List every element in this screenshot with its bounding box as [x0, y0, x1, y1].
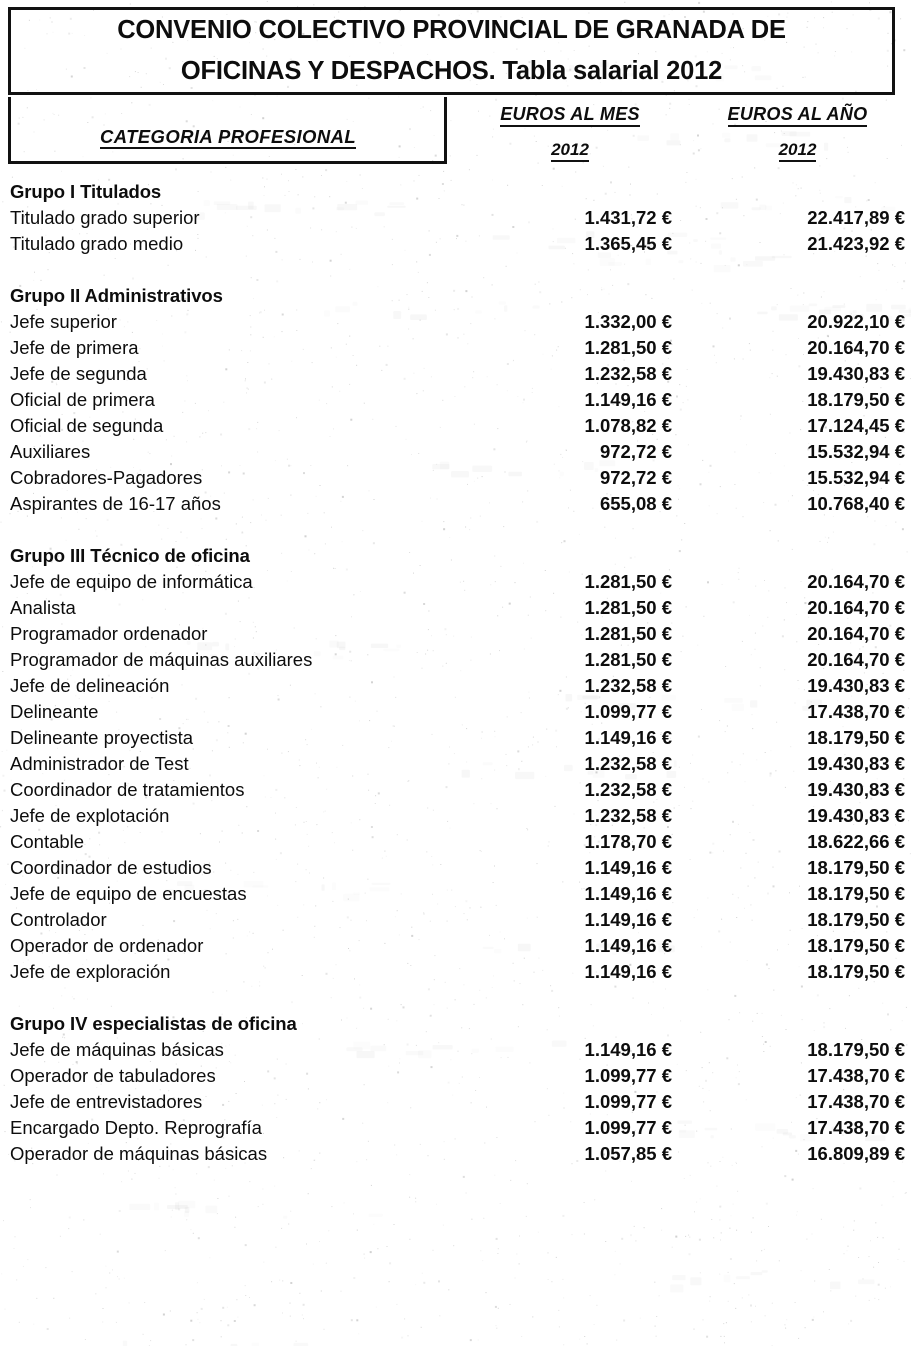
- value-euros-ano: 20.164,70 €: [807, 623, 905, 644]
- table-row: [0, 829, 911, 855]
- column-header-euros-ano-title: EUROS AL AÑO: [728, 104, 868, 127]
- value-euros-mes: 655,08 €: [599, 493, 672, 514]
- table-row: [0, 803, 911, 829]
- value-euros-mes: 1.099,77 €: [584, 1091, 672, 1112]
- value-euros-mes: 1.149,16 €: [584, 909, 672, 930]
- value-euros-ano: 17.124,45 €: [807, 415, 905, 436]
- table-row: [0, 361, 911, 387]
- category-name: Programador de máquinas auxiliares: [10, 649, 313, 670]
- table-row: [0, 439, 911, 465]
- category-name: Controlador: [10, 909, 107, 930]
- table-row: [0, 933, 911, 959]
- value-euros-mes: 1.099,77 €: [584, 1117, 672, 1138]
- value-euros-ano: 17.438,70 €: [807, 1117, 905, 1138]
- table-row: [0, 205, 911, 231]
- group-heading-label: Grupo II Administrativos: [10, 285, 223, 306]
- value-euros-mes: 1.281,50 €: [584, 649, 672, 670]
- value-euros-ano: 17.438,70 €: [807, 701, 905, 722]
- value-euros-ano: 18.179,50 €: [807, 389, 905, 410]
- group-heading-label: Grupo I Titulados: [10, 181, 162, 202]
- group-heading-label: Grupo III Técnico de oficina: [10, 545, 250, 566]
- value-euros-mes: 972,72 €: [599, 467, 672, 488]
- table-row: [0, 959, 911, 985]
- value-euros-ano: 18.179,50 €: [807, 909, 905, 930]
- table-row: [0, 1037, 911, 1063]
- table-row: [0, 725, 911, 751]
- category-name: Jefe de exploración: [10, 961, 171, 982]
- value-euros-mes: 1.431,72 €: [584, 207, 672, 228]
- value-euros-ano: 20.164,70 €: [807, 571, 905, 592]
- value-euros-ano: 20.164,70 €: [807, 649, 905, 670]
- category-name: Jefe de primera: [10, 337, 139, 358]
- value-euros-mes: 1.232,58 €: [584, 675, 672, 696]
- category-name: Aspirantes de 16-17 años: [10, 493, 221, 514]
- value-euros-mes: 1.365,45 €: [584, 233, 672, 254]
- value-euros-mes: 1.232,58 €: [584, 805, 672, 826]
- value-euros-mes: 972,72 €: [599, 441, 672, 462]
- value-euros-ano: 21.423,92 €: [807, 233, 905, 254]
- value-euros-mes: 1.281,50 €: [584, 623, 672, 644]
- category-name: Jefe de delineación: [10, 675, 170, 696]
- category-name: Auxiliares: [10, 441, 91, 462]
- value-euros-mes: 1.332,00 €: [584, 311, 672, 332]
- category-name: Oficial de segunda: [10, 415, 164, 436]
- category-name: Jefe superior: [10, 311, 117, 332]
- value-euros-ano: 19.430,83 €: [807, 753, 905, 774]
- column-header-euros-ano-year: 2012: [779, 140, 817, 162]
- value-euros-ano: 17.438,70 €: [807, 1091, 905, 1112]
- value-euros-mes: 1.149,16 €: [584, 1039, 672, 1060]
- value-euros-mes: 1.149,16 €: [584, 883, 672, 904]
- group-heading-row: [0, 283, 911, 309]
- table-row: [0, 673, 911, 699]
- category-header-label: CATEGORIA PROFESIONAL: [99, 126, 357, 147]
- category-name: Encargado Depto. Reprografía: [10, 1117, 262, 1138]
- value-euros-ano: 10.768,40 €: [807, 493, 905, 514]
- table-row: [0, 491, 911, 517]
- column-header-euros-ano: [690, 104, 905, 162]
- group-heading-row: [0, 179, 911, 205]
- category-header-label-wrap: [18, 126, 438, 148]
- value-euros-ano: 18.179,50 €: [807, 961, 905, 982]
- value-euros-ano: 20.922,10 €: [807, 311, 905, 332]
- table-row: [0, 855, 911, 881]
- value-euros-ano: 20.164,70 €: [807, 597, 905, 618]
- document-title-box: [8, 7, 895, 95]
- category-name: Coordinador de tratamientos: [10, 779, 245, 800]
- table-row: [0, 335, 911, 361]
- group-heading-row: [0, 543, 911, 569]
- value-euros-mes: 1.232,58 €: [584, 753, 672, 774]
- table-row: [0, 231, 911, 257]
- category-name: Operador de máquinas básicas: [10, 1143, 268, 1164]
- table-row: [0, 413, 911, 439]
- value-euros-ano: 15.532,94 €: [807, 467, 905, 488]
- value-euros-ano: 15.532,94 €: [807, 441, 905, 462]
- value-euros-mes: 1.057,85 €: [584, 1143, 672, 1164]
- value-euros-mes: 1.178,70 €: [584, 831, 672, 852]
- value-euros-ano: 18.179,50 €: [807, 1039, 905, 1060]
- group-heading-label: Grupo IV especialistas de oficina: [10, 1013, 297, 1034]
- category-name: Jefe de segunda: [10, 363, 147, 384]
- category-name: Delineante proyectista: [10, 727, 194, 748]
- document-title-line-2: OFICINAS Y DESPACHOS. Tabla salarial 2012: [180, 57, 723, 85]
- table-row: [0, 881, 911, 907]
- table-row: [0, 309, 911, 335]
- table-row: [0, 699, 911, 725]
- value-euros-ano: 18.622,66 €: [807, 831, 905, 852]
- category-name: Analista: [10, 597, 76, 618]
- column-header-euros-mes: [460, 104, 680, 162]
- table-row: [0, 595, 911, 621]
- category-name: Programador ordenador: [10, 623, 208, 644]
- category-name: Oficial de primera: [10, 389, 155, 410]
- category-name: Administrador de Test: [10, 753, 189, 774]
- category-name: Cobradores-Pagadores: [10, 467, 203, 488]
- table-row: [0, 1063, 911, 1089]
- table-row: [0, 777, 911, 803]
- value-euros-mes: 1.281,50 €: [584, 571, 672, 592]
- table-row: [0, 647, 911, 673]
- table-row: [0, 621, 911, 647]
- table-row: [0, 1141, 911, 1167]
- column-header-euros-mes-year: 2012: [551, 140, 589, 162]
- value-euros-ano: 18.179,50 €: [807, 935, 905, 956]
- category-name: Jefe de equipo de encuestas: [10, 883, 247, 904]
- category-name: Jefe de entrevistadores: [10, 1091, 203, 1112]
- value-euros-ano: 19.430,83 €: [807, 363, 905, 384]
- category-name: Operador de tabuladores: [10, 1065, 216, 1086]
- value-euros-ano: 18.179,50 €: [807, 883, 905, 904]
- salary-table-body: [0, 179, 911, 1167]
- category-name: Contable: [10, 831, 85, 852]
- group-heading-row: [0, 1011, 911, 1037]
- value-euros-ano: 19.430,83 €: [807, 805, 905, 826]
- value-euros-mes: 1.078,82 €: [584, 415, 672, 436]
- value-euros-ano: 18.179,50 €: [807, 857, 905, 878]
- value-euros-mes: 1.232,58 €: [584, 363, 672, 384]
- category-name: Titulado grado medio: [10, 233, 184, 254]
- table-row: [0, 387, 911, 413]
- category-name: Jefe de máquinas básicas: [10, 1039, 224, 1060]
- value-euros-ano: 20.164,70 €: [807, 337, 905, 358]
- spacer-row: [0, 257, 911, 283]
- document-title-line-1: CONVENIO COLECTIVO PROVINCIAL DE GRANADA DE: [117, 16, 786, 44]
- column-header-euros-mes-title: EUROS AL MES: [500, 104, 640, 127]
- table-row: [0, 465, 911, 491]
- table-row: [0, 751, 911, 777]
- value-euros-mes: 1.149,16 €: [584, 935, 672, 956]
- spacer-row: [0, 985, 911, 1011]
- category-name: Delineante: [10, 701, 99, 722]
- value-euros-mes: 1.232,58 €: [584, 779, 672, 800]
- table-row: [0, 1115, 911, 1141]
- value-euros-ano: 16.809,89 €: [807, 1143, 905, 1164]
- value-euros-mes: 1.281,50 €: [584, 597, 672, 618]
- value-euros-mes: 1.099,77 €: [584, 701, 672, 722]
- value-euros-ano: 22.417,89 €: [807, 207, 905, 228]
- value-euros-ano: 18.179,50 €: [807, 727, 905, 748]
- category-name: Jefe de equipo de informática: [10, 571, 253, 592]
- table-row: [0, 907, 911, 933]
- category-name: Titulado grado superior: [10, 207, 200, 228]
- table-row: [0, 569, 911, 595]
- category-name: Coordinador de estudios: [10, 857, 212, 878]
- category-name: Operador de ordenador: [10, 935, 204, 956]
- category-name: Jefe de explotación: [10, 805, 170, 826]
- value-euros-mes: 1.099,77 €: [584, 1065, 672, 1086]
- value-euros-mes: 1.281,50 €: [584, 337, 672, 358]
- value-euros-ano: 19.430,83 €: [807, 779, 905, 800]
- spacer-row: [0, 517, 911, 543]
- value-euros-mes: 1.149,16 €: [584, 389, 672, 410]
- value-euros-ano: 19.430,83 €: [807, 675, 905, 696]
- value-euros-mes: 1.149,16 €: [584, 961, 672, 982]
- value-euros-mes: 1.149,16 €: [584, 727, 672, 748]
- table-row: [0, 1089, 911, 1115]
- value-euros-ano: 17.438,70 €: [807, 1065, 905, 1086]
- value-euros-mes: 1.149,16 €: [584, 857, 672, 878]
